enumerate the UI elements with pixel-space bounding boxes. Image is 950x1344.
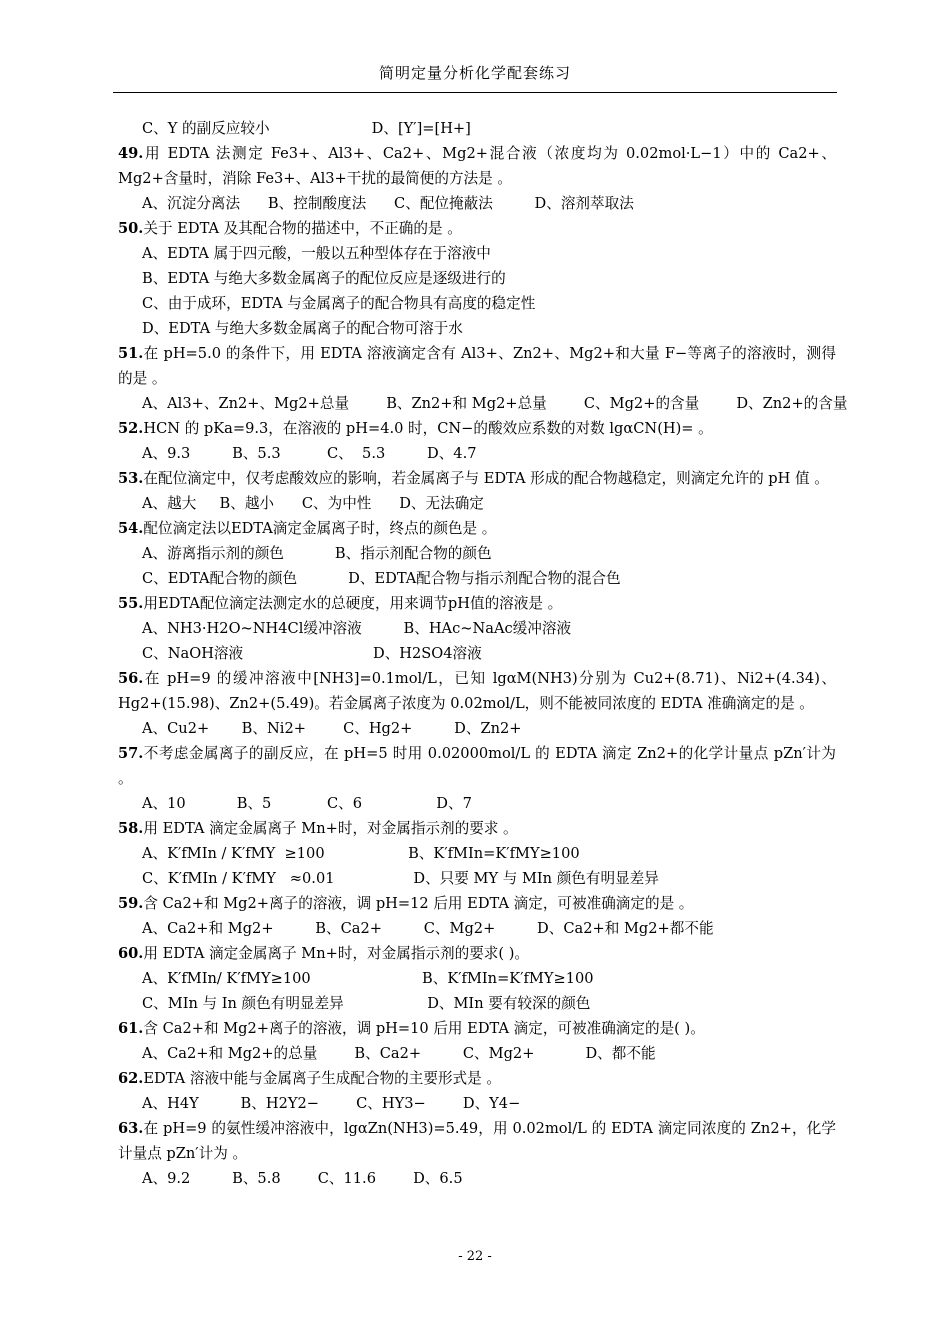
question-options — [118, 966, 836, 1016]
option-line: A、沉淀分离法 B、控制酸度法 C、配位掩蔽法 D、溶剂萃取法 — [142, 195, 634, 212]
question-text: 在 pH=9 的氨性缓冲溶液中，lgαZn(NH3)=5.49，用 0.02mol/L 的 EDTA 滴定同浓度的 Zn2+，化学计量点 pZn′计为 。 — [118, 1120, 836, 1162]
question-text: HCN 的 pKa=9.3，在溶液的 pH=4.0 时，CN−的酸效应系数的对数 lgαCN(H)= 。 — [143, 420, 713, 437]
option-line: A、NH3·H2O~NH4Cl缓冲溶液 B、HAc~NaAc缓冲溶液 — [142, 620, 572, 637]
question-options — [118, 841, 836, 891]
question-options — [118, 716, 836, 741]
option-line: A、Cu2+ B、Ni2+ C、Hg2+ D、Zn2+ — [142, 720, 522, 737]
questions-container — [118, 141, 848, 1191]
option-line: A、游离指示剂的颜色 B、指示剂配合物的颜色 — [142, 545, 492, 562]
question-55 — [118, 591, 836, 616]
option-line: A、10 B、5 C、6 D、7 — [142, 795, 472, 812]
question-number: 49. — [118, 145, 144, 162]
question-text: 在配位滴定中，仅考虑酸效应的影响，若金属离子与 EDTA 形成的配合物越稳定，则滴定允许的 pH 值 。 — [143, 470, 829, 487]
question-number: 52. — [118, 420, 144, 437]
page-header: 简明定量分析化学配套练习 — [378, 64, 571, 82]
question-text: 关于 EDTA 及其配合物的描述中，不正确的是 。 — [143, 220, 462, 237]
option-line: A、Ca2+和 Mg2+的总量 B、Ca2+ C、Mg2+ D、都不能 — [142, 1045, 656, 1062]
page-number: - 22 - — [458, 1249, 492, 1264]
header-rule — [113, 92, 837, 93]
question-number: 57. — [118, 745, 144, 762]
question-number: 61. — [118, 1020, 144, 1037]
question-text: 不考虑金属离子的副反应，在 pH=5 时用 0.02000mol/L 的 EDTA 滴定 Zn2+的化学计量点 pZn′计为 。 — [118, 745, 836, 787]
question-number: 60. — [118, 945, 144, 962]
question-text: 含 Ca2+和 Mg2+离子的溶液，调 pH=12 后用 EDTA 滴定，可被准确滴定的是 。 — [143, 895, 694, 912]
question-54 — [118, 516, 836, 541]
question-options — [118, 1166, 836, 1191]
question-49 — [118, 141, 836, 191]
question-text: 用 EDTA 滴定金属离子 Mn+时，对金属指示剂的要求 。 — [143, 820, 518, 837]
question-number: 54. — [118, 520, 144, 537]
option-line: D、EDTA 与绝大多数金属离子的配合物可溶于水 — [142, 320, 463, 337]
question-number: 56. — [118, 670, 144, 687]
question-text: 含 Ca2+和 Mg2+离子的溶液，调 pH=10 后用 EDTA 滴定，可被准确滴定的是( )。 — [143, 1020, 705, 1037]
question-options — [118, 1091, 836, 1116]
option-line: A、Ca2+和 Mg2+ B、Ca2+ C、Mg2+ D、Ca2+和 Mg2+都不能 — [142, 920, 714, 937]
option-line: C、NaOH溶液 D、H2SO4溶液 — [142, 645, 482, 662]
previous-question-options: C、Y 的副反应较小 D、[Y′]=[H+] — [142, 120, 471, 137]
option-line: B、EDTA 与绝大多数金属离子的配位反应是逐级进行的 — [142, 270, 506, 287]
option-line: A、越大 B、越小 C、为中性 D、无法确定 — [142, 495, 484, 512]
question-58 — [118, 816, 836, 841]
question-options — [118, 191, 836, 216]
option-line: C、MIn 与 In 颜色有明显差异 D、MIn 要有较深的颜色 — [142, 995, 591, 1012]
option-line: A、Al3+、Zn2+、Mg2+总量 B、Zn2+和 Mg2+总量 C、Mg2+的含量 D、Zn2+的含量 — [142, 395, 848, 412]
question-text: 用 EDTA 滴定金属离子 Mn+时，对金属指示剂的要求( )。 — [143, 945, 530, 962]
question-options — [118, 916, 836, 941]
option-line: C、EDTA配合物的颜色 D、EDTA配合物与指示剂配合物的混合色 — [142, 570, 621, 587]
question-57 — [118, 741, 836, 791]
question-list — [118, 116, 848, 1191]
question-number: 53. — [118, 470, 144, 487]
option-line: A、K′fMIn / K′fMY ≥100 B、K′fMIn=K′fMY≥100 — [142, 845, 580, 862]
question-options — [118, 1041, 836, 1066]
question-options — [118, 241, 836, 341]
question-number: 63. — [118, 1120, 144, 1137]
question-63 — [118, 1116, 836, 1166]
question-text: EDTA 溶液中能与金属离子生成配合物的主要形式是 。 — [143, 1070, 501, 1087]
question-text: 配位滴定法以EDTA滴定金属离子时，终点的颜色是 。 — [143, 520, 497, 537]
option-line: A、9.2 B、5.8 C、11.6 D、6.5 — [142, 1170, 463, 1187]
question-number: 50. — [118, 220, 144, 237]
question-options — [118, 791, 836, 816]
question-61 — [118, 1016, 836, 1041]
option-line: A、K′fMIn/ K′fMY≥100 B、K′fMIn=K′fMY≥100 — [142, 970, 594, 987]
option-line: A、H4Y B、H2Y2− C、HY3− D、Y4− — [142, 1095, 521, 1112]
question-text: 在 pH=5.0 的条件下，用 EDTA 溶液滴定含有 Al3+、Zn2+、Mg2+和大量 F−等离子的溶液时，测得的是 。 — [118, 345, 836, 387]
question-number: 51. — [118, 345, 144, 362]
question-52 — [118, 416, 836, 441]
question-62 — [118, 1066, 836, 1091]
question-options — [118, 541, 836, 591]
question-number: 62. — [118, 1070, 144, 1087]
question-text: 在 pH=9 的缓冲溶液中[NH3]=0.1mol/L，已知 lgαM(NH3)分别为 Cu2+(8.71)、Ni2+(4.34)、Hg2+(15.98)、Zn2+(5.49)。若金属离子浓度为 0.02mol/L，则不能被同浓度的 EDTA 准确滴定的是 。 — [118, 670, 836, 712]
question-options — [118, 491, 836, 516]
question-number: 59. — [118, 895, 144, 912]
question-56 — [118, 666, 836, 716]
question-59 — [118, 891, 836, 916]
question-options — [118, 616, 836, 666]
option-line: C、由于成环，EDTA 与金属离子的配合物具有高度的稳定性 — [142, 295, 536, 312]
question-options — [118, 391, 848, 416]
question-options — [118, 441, 836, 466]
question-text: 用 EDTA 法测定 Fe3+、Al3+、Ca2+、Mg2+混合液（浓度均为 0.02mol·L−1）中的 Ca2+、Mg2+含量时，消除 Fe3+、Al3+干扰的最简便的方法是 。 — [118, 145, 836, 187]
question-number: 55. — [118, 595, 144, 612]
option-line: C、K′fMIn / K′fMY ≈0.01 D、只要 MY 与 MIn 颜色有明显差异 — [142, 870, 659, 887]
question-50 — [118, 216, 836, 241]
question-number: 58. — [118, 820, 144, 837]
option-line: A、9.3 B、5.3 C、 5.3 D、4.7 — [142, 445, 477, 462]
question-60 — [118, 941, 836, 966]
question-51 — [118, 341, 836, 391]
question-text: 用EDTA配位滴定法测定水的总硬度，用来调节pH值的溶液是 。 — [143, 595, 563, 612]
question-53 — [118, 466, 836, 491]
option-line: A、EDTA 属于四元酸，一般以五种型体存在于溶液中 — [142, 245, 491, 262]
